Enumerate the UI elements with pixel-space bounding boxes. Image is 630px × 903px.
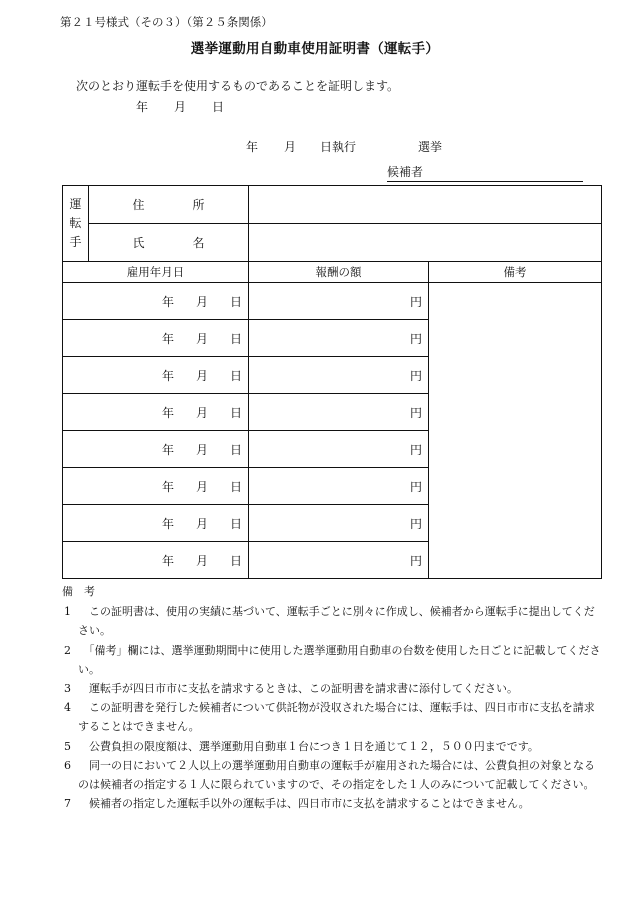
issue-day-label: 日 — [212, 100, 225, 114]
form-number: 第２１号様式（その３）（第２５条関係） — [60, 15, 273, 29]
election-year-label: 年 — [246, 140, 259, 154]
remuneration-field[interactable]: 円 — [249, 394, 429, 431]
address-field[interactable] — [249, 186, 602, 224]
name-label: 氏 名 — [89, 224, 249, 262]
employment-date-field[interactable]: 年 月 日 — [63, 357, 249, 394]
issue-month-label: 月 — [174, 100, 187, 114]
remarks-header: 備考 — [429, 262, 602, 283]
employment-date-field[interactable]: 年 月 日 — [63, 283, 249, 320]
note-item: 6 同一の日において２人以上の選挙運動用自動車の運転手が雇用された場合には、公費負担の対象となるのは候補者の指定する１人に限られていますので、その指定をした１人のみについて記載してください。 — [64, 758, 595, 792]
note-item: 2 「備考」欄には、選挙運動期間中に使用した選挙運動用自動車の台数を使用した日ごとに記載してください。 — [64, 643, 601, 676]
address-label: 住 所 — [89, 186, 249, 224]
usage-table — [62, 185, 602, 579]
election-line — [246, 138, 442, 155]
remuneration-field[interactable]: 円 — [249, 542, 429, 579]
name-field[interactable] — [249, 224, 602, 262]
remuneration-field[interactable]: 円 — [249, 320, 429, 357]
notes-heading: 備 考 — [62, 585, 95, 598]
employment-date-field[interactable]: 年 月 日 — [63, 320, 249, 357]
issue-date — [136, 98, 224, 115]
employment-date-field[interactable]: 年 月 日 — [63, 468, 249, 505]
employment-date-field[interactable]: 年 月 日 — [63, 431, 249, 468]
page-title: 選挙運動用自動車使用証明書（運転手） — [190, 41, 440, 57]
note-item: 3 運転手が四日市市に支払を請求するときは、この証明書を請求書に添付してください。 — [64, 682, 518, 696]
election-month-label: 月 — [284, 140, 297, 154]
remuneration-header: 報酬の額 — [249, 262, 429, 283]
employment-date-field[interactable]: 年 月 日 — [63, 542, 249, 579]
election-held-label: 日執行 — [320, 140, 357, 154]
remuneration-field[interactable]: 円 — [249, 505, 429, 542]
remuneration-field[interactable]: 円 — [249, 357, 429, 394]
election-label: 選挙 — [418, 140, 443, 154]
remuneration-field[interactable]: 円 — [249, 431, 429, 468]
note-item: 1 この証明書は、使用の実績に基づいて、運転手ごとに別々に作成し、候補者から運転手に提出してください。 — [64, 605, 595, 638]
notes-section — [62, 582, 602, 813]
remarks-field[interactable] — [429, 283, 602, 579]
employment-date-field[interactable]: 年 月 日 — [63, 505, 249, 542]
certification-statement: 次のとおり運転手を使用するものであることを証明します。 — [76, 79, 400, 93]
table-row — [63, 283, 602, 320]
driver-section-label: 運 転 手 — [63, 186, 89, 262]
note-item: 7 候補者の指定した運転手以外の運転手は、四日市市に支払を請求することはできません。 — [64, 797, 530, 811]
note-item: 4 この証明書を発行した候補者について供託物が没収された場合には、運転手は、四日市市に支払を請求することはできません。 — [64, 701, 595, 734]
employment-date-field[interactable]: 年 月 日 — [63, 394, 249, 431]
issue-year-label: 年 — [136, 100, 149, 114]
employment-date-header: 雇用年月日 — [63, 262, 249, 283]
remuneration-field[interactable]: 円 — [249, 283, 429, 320]
note-item: 5 公費負担の限度額は、選挙運動用自動車１台につき１日を通じて１２，５００円までです。 — [64, 739, 539, 753]
remuneration-field[interactable]: 円 — [249, 468, 429, 505]
candidate-label: 候補者 — [387, 165, 424, 179]
candidate-field[interactable] — [387, 163, 583, 182]
